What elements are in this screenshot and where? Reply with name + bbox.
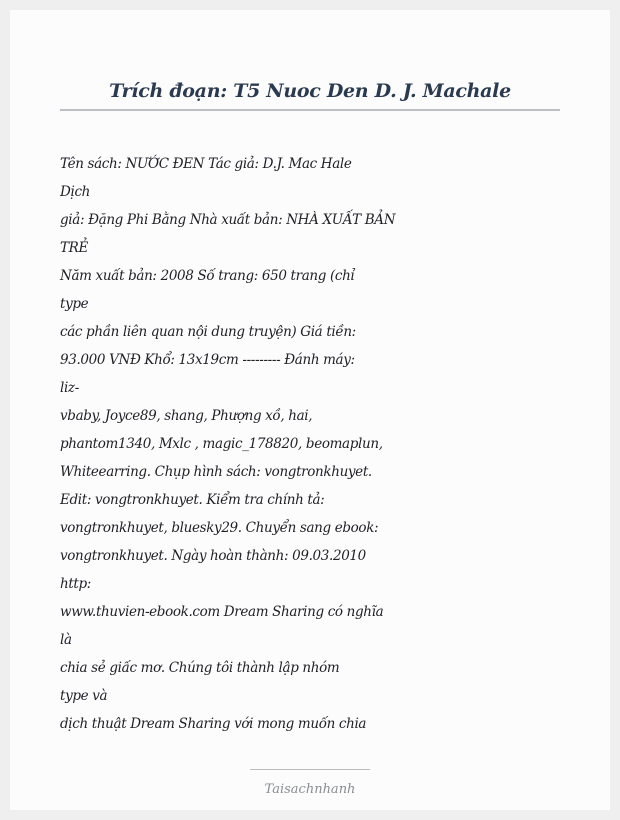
title-divider [60, 109, 560, 111]
text-line: giả: Đặng Phi Bằng Nhà xuất bản: NHÀ XUẤT BẢN [60, 212, 396, 228]
text-line: 93.000 VNĐ Khổ: 13x19cm --------- Đánh máy: [60, 352, 355, 368]
text-line: type [60, 296, 89, 312]
document-page [10, 10, 610, 810]
text-line: http: [60, 576, 91, 592]
text-line: type và [60, 688, 108, 704]
document-title: Trích đoạn: T5 Nuoc Den D. J. Machale [109, 80, 511, 102]
text-line: vbaby, Joyce89, shang, Phượng xồ, hai, [60, 408, 313, 424]
text-line: phantom1340, Mxlc , magic_178820, beomaplun, [60, 436, 383, 452]
text-line: các phần liên quan nội dung truyện) Giá tiền: [60, 324, 356, 340]
text-line: là [60, 632, 72, 648]
footer-divider [250, 769, 370, 770]
text-line: Whiteearring. Chụp hình sách: vongtronkhuyet. [60, 464, 372, 480]
text-line: www.thuvien-ebook.com Dream Sharing có nghĩa [60, 604, 384, 620]
text-line: vongtronkhuyet, bluesky29. Chuyển sang ebook: [60, 520, 379, 536]
text-line: TRẺ [60, 240, 88, 256]
text-line: Dịch [60, 184, 90, 200]
text-line: Tên sách: NƯỚC ĐEN Tác giả: D.J. Mac Hale [60, 156, 352, 172]
text-line: liz- [60, 380, 79, 396]
text-line: Edit: vongtronkhuyet. Kiểm tra chính tả: [60, 492, 325, 508]
text-line: chia sẻ giấc mơ. Chúng tôi thành lập nhóm [60, 660, 340, 676]
text-line: vongtronkhuyet. Ngày hoàn thành: 09.03.2010 [60, 548, 366, 564]
text-line: dịch thuật Dream Sharing với mong muốn chia [60, 716, 367, 732]
text-line: Năm xuất bản: 2008 Số trang: 650 trang (chỉ [60, 268, 355, 284]
document-body [60, 150, 480, 738]
footer-credit: Taisachnhanh [264, 782, 356, 797]
